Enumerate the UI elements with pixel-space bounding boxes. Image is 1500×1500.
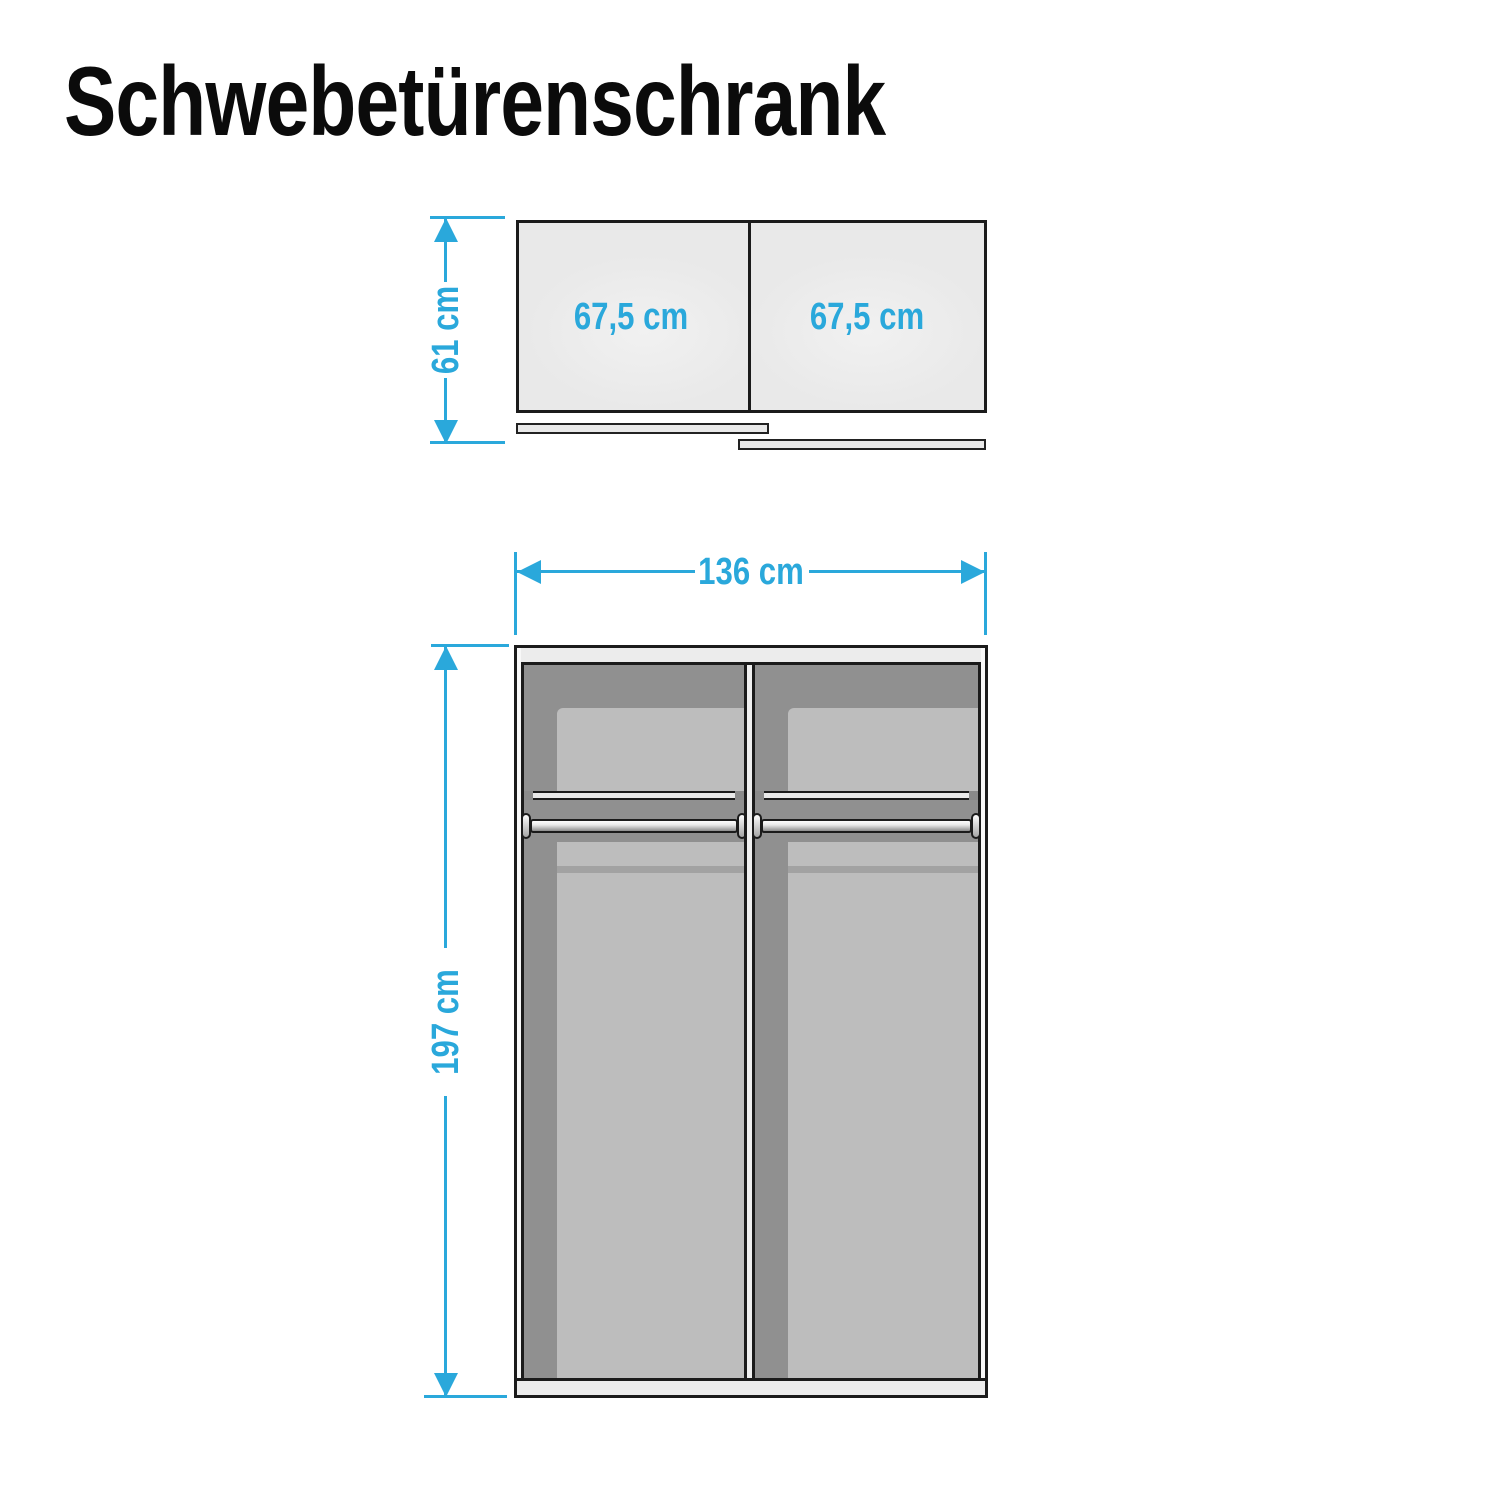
upper-shelf-space <box>788 708 978 791</box>
arrow-down-icon <box>434 420 458 444</box>
sliding-rail-front <box>516 423 769 434</box>
right-compartment <box>755 665 981 1378</box>
left-compartment <box>521 665 744 1378</box>
arrow-right-icon <box>961 560 985 584</box>
height-dimension-label: 197 cm <box>425 969 467 1075</box>
center-divider-panel <box>744 665 755 1378</box>
depth-dimension-label: 61 cm <box>425 285 467 375</box>
clothes-rail <box>530 819 738 833</box>
right-door-width-label: 67,5 cm <box>809 296 925 338</box>
hanging-space <box>557 842 744 1378</box>
bottom-panel <box>517 1378 985 1395</box>
hanging-space-shadow <box>557 866 744 873</box>
clothes-rail-cap <box>521 813 531 839</box>
shelf <box>755 791 978 800</box>
arrow-down-icon <box>434 1373 458 1397</box>
hanging-space <box>788 842 978 1378</box>
width-dimension-label: 136 cm <box>698 551 804 593</box>
arrow-up-icon <box>434 646 458 670</box>
shelf <box>524 791 744 800</box>
dimension-line <box>517 570 695 573</box>
dimension-line <box>809 570 985 573</box>
dimension-line <box>444 1096 447 1397</box>
top-panel <box>521 648 981 665</box>
arrow-up-icon <box>434 218 458 242</box>
clothes-rail <box>761 819 972 833</box>
hanging-space-shadow <box>788 866 978 873</box>
top-view-door-divider <box>748 222 751 411</box>
sliding-rail-back <box>738 439 986 450</box>
page-title: Schwebetürenschrank <box>64 46 886 156</box>
dimension-line <box>444 646 447 948</box>
clothes-rail-cap <box>752 813 762 839</box>
shelf-support <box>524 791 533 800</box>
left-door-width-label: 67,5 cm <box>573 296 689 338</box>
shelf-support <box>735 791 744 800</box>
shelf-support <box>755 791 764 800</box>
clothes-rail-cap <box>971 813 981 839</box>
arrow-left-icon <box>517 560 541 584</box>
upper-shelf-space <box>557 708 744 791</box>
shelf-support <box>969 791 978 800</box>
